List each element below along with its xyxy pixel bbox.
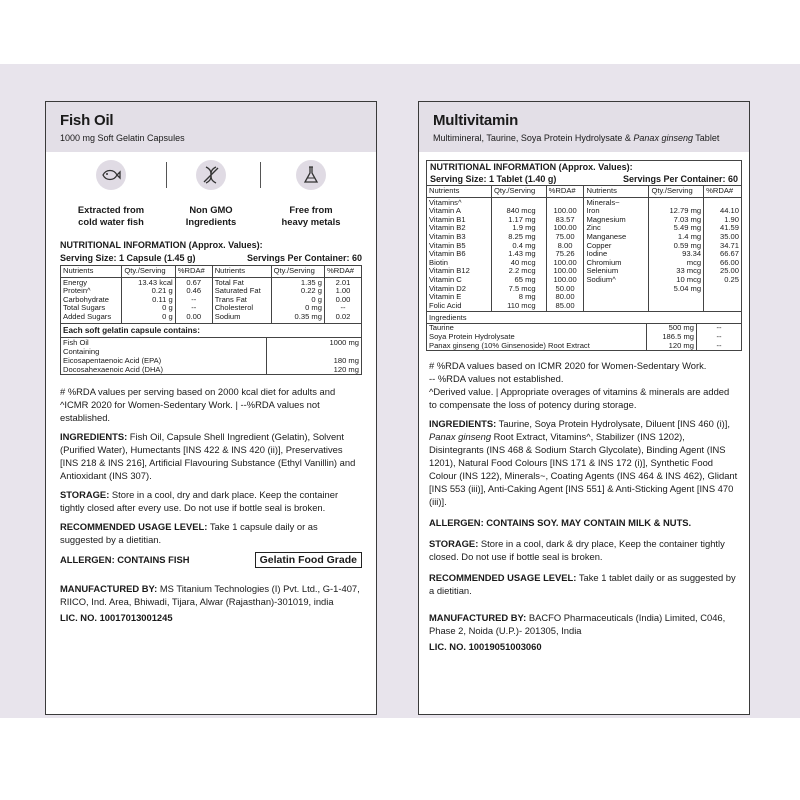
multi-usage <box>429 571 739 597</box>
mfg-text: BACFO Pharmaceuticals (India) Limited, C046, Phase 2, Noida (U.P.)- 201305, India <box>429 612 726 637</box>
storage-text: Store in a cool, dark & dry place, Keep the container tightly closed. Do not use if bottle seal is broken. <box>429 538 725 563</box>
fish-oil-title: Fish Oil <box>60 112 114 129</box>
fish-usage <box>60 520 362 546</box>
ingr-name: Soya Protein Hydrolysate <box>427 333 647 342</box>
nutrient-names: Energy Protein^ Carbohydrate Total Sugars Added Sugars <box>61 277 122 323</box>
fish-nutrition-title: NUTRITIONAL INFORMATION (Approx. Values): <box>60 240 263 250</box>
feature-gmo-line1: Non GMO <box>189 204 233 215</box>
feature-icons <box>60 152 362 228</box>
fish-rda-note: # %RDA values per serving based on 2000 kcal diet for adults and ^ICMR 2020 for Women-Sedentary Work. | --%RDA values not established. <box>60 385 336 423</box>
ingr-rda: -- <box>716 331 722 341</box>
multivitamin-panel <box>418 101 750 715</box>
cap-label: Containing <box>61 347 267 356</box>
col-header: Nutrients <box>584 186 649 198</box>
col-header: Nutrients <box>61 266 122 278</box>
cap-value: 1000 mg <box>329 337 359 347</box>
feature-gmo-line2: Ingredients <box>185 216 237 227</box>
nutrient-names: Total Fat Saturated Fat Trans Fat Cholesterol Sodium <box>212 277 271 323</box>
cap-value <box>267 347 361 356</box>
ingredients-text: Fish Oil, Capsule Shell Ingredient (Gelatin), Solvent (Purified Water), Humectants [INS 422 & INS 420 (ii)], Preservatives [INS 218 & INS 216], Artificial Flavouring Substance (Ethyl Vanillin) and Antioxidant (INS 307). <box>60 430 356 481</box>
col-header: %RDA# <box>324 266 361 278</box>
multi-rda-note: # %RDA values based on ICMR 2020 for Women-Sedentary Work. <box>429 360 707 372</box>
vitamin-rda: 100.00 83.57 100.00 75.00 8.00 75.26 100.00 100.00 100.00 50.00 80.00 85.00 <box>546 197 584 312</box>
usage-text: Take 1 tablet daily or as suggested by a dietitian. <box>429 572 736 597</box>
mineral-names: Minerals~ Iron Magnesium Zinc Manganese Copper Iodine Chromium Selenium Sodium^ <box>584 197 649 312</box>
storage-text: Store in a cool, dry and dark place. Keep the container tightly closed after every use. Do not use if bottle seal is broken. <box>60 488 339 513</box>
ingr-rda: -- <box>716 340 722 350</box>
ingredients-italic: Panax ginseng <box>429 431 492 443</box>
multi-ingredient-table <box>426 312 742 351</box>
cap-value: 180 mg <box>333 355 359 365</box>
col-header: Nutrients <box>427 186 492 198</box>
table-row <box>61 277 362 323</box>
ingr-name: Taurine <box>427 324 647 333</box>
fish-icon <box>96 160 126 190</box>
col-header: %RDA# <box>546 186 584 198</box>
capsule-contents <box>60 324 362 375</box>
multi-serving-size: Serving Size: 1 Tablet (1.40 g) <box>430 174 557 184</box>
ingredients-head: Ingredients <box>427 312 741 324</box>
mineral-rda: 44.10 1.90 41.59 35.00 34.71 66.67 66.00 25.00 0.25 <box>704 197 742 312</box>
fish-storage <box>60 488 362 514</box>
multi-servings-per-container: Servings Per Container: 60 <box>622 174 738 184</box>
table-row <box>61 365 361 374</box>
vitamin-names: Vitamins^ Vitamin A Vitamin B1 Vitamin B2 Vitamin B3 Vitamin B5 Vitamin B6 Biotin Vitamin B12 Vitamin C Vitamin D2 Vitamin E Folic Acid <box>427 197 492 312</box>
ingredients-label: INGREDIENTS: <box>429 418 497 430</box>
fish-manufacturer <box>60 582 362 608</box>
multi-manufacturer <box>429 611 739 637</box>
ingr-qty: 500 mg <box>647 324 697 333</box>
multi-rda-note-2: -- %RDA values not established. <box>429 373 564 385</box>
subtitle-part: Tablet <box>692 133 720 143</box>
usage-label: RECOMMENDED USAGE LEVEL: <box>429 572 577 584</box>
multivitamin-subtitle <box>433 133 735 143</box>
multi-storage <box>429 537 739 563</box>
ingredients-text: Root Extract, Vitamins^, Stabilizer (INS 1202), Disintegrants (INS 468 & Sodium Starch Glycolate), Binding Agent (INS 1201), Natural Food Colours [INS 171 & INS 172 (i)], Synthetic Food Colour (INS 122), Minerals~, Coating Agents (INS 464 & INS 462), Glidant [INS 553 (iii)], Anti-Caking Agent [INS 551] & Anti-Sticking Agent [INS 470 (iii)]. <box>429 431 738 508</box>
multi-license: LIC. NO. 10019051003060 <box>429 641 542 653</box>
gelatin-grade-badge: Gelatin Food Grade <box>255 552 362 568</box>
nutrient-rda: 2.01 1.00 0.00 -- 0.02 <box>324 277 361 323</box>
fish-nutrition-table <box>60 265 362 324</box>
fish-allergen: ALLERGEN: CONTAINS FISH <box>60 554 190 566</box>
fish-serving-size: Serving Size: 1 Capsule (1.45 g) <box>60 253 196 263</box>
table-row <box>61 338 361 347</box>
ingr-qty: 120 mg <box>647 342 697 351</box>
feature-metals-line1: Free from <box>289 204 333 215</box>
multi-nutrition-title: NUTRITIONAL INFORMATION (Approx. Values): <box>430 162 633 172</box>
col-header: Qty./Serving <box>271 266 324 278</box>
usage-text: Take 1 capsule daily or as suggested by a dietitian. <box>60 520 318 545</box>
col-header: %RDA# <box>175 266 212 278</box>
nutrient-rda: 0.67 0.46 -- -- 0.00 <box>175 277 212 323</box>
multi-ingredients <box>429 417 739 508</box>
vitamin-qty: 840 mcg 1.17 mg 1.9 mg 8.25 mg 0.4 mg 1.43 mg 40 mcg 2.2 mcg 65 mg 7.5 mcg 8 mg 110 mcg <box>492 197 547 312</box>
feature-non-gmo <box>168 160 254 228</box>
fish-servings-per-container: Servings Per Container: 60 <box>246 253 362 263</box>
cap-label: Docosahexaenoic Acid (DHA) <box>61 365 267 374</box>
ingr-rda: -- <box>716 323 722 333</box>
col-header: Nutrients <box>212 266 271 278</box>
fish-ingredients <box>60 430 362 482</box>
col-header: Qty./Serving <box>122 266 175 278</box>
nutrient-qty: 1.35 g 0.22 g 0 g 0 mg 0.35 mg <box>271 277 324 323</box>
cap-value: 120 mg <box>333 364 359 374</box>
table-row <box>427 197 742 312</box>
subtitle-italic: Panax ginseng <box>633 133 693 143</box>
feature-fish-line2: cold water fish <box>78 216 144 227</box>
multi-serving-info <box>430 174 738 184</box>
mineral-qty: 12.79 mg 7.03 mg 5.49 mg 1.4 mg 0.59 mg 93.34 mcg 33 mcg 10 mcg 5.04 mg <box>649 197 704 312</box>
cap-label: Eicosapentaenoic Acid (EPA) <box>61 356 267 365</box>
fish-oil-panel <box>45 101 377 715</box>
fish-license: LIC. NO. 10017013001245 <box>60 611 173 623</box>
feature-heavy-metals <box>268 160 354 228</box>
ingr-qty: 186.5 mg <box>647 333 697 342</box>
divider <box>166 162 167 188</box>
mfg-text: MS Titanium Technologies (I) Pvt. Ltd., G-1-407, RIICO, Ind. Area, Bhiwadi, Tijara, Alwar (Rajasthan)-301019, india <box>60 582 360 607</box>
multi-allergen: ALLERGEN: CONTAINS SOY. MAY CONTAIN MILK & NUTS. <box>429 517 692 529</box>
ingredients-text: Taurine, Soya Protein Hydrolysate, Diluent [INS 460 (i)], <box>496 418 730 430</box>
ingredients-label: INGREDIENTS: <box>60 430 128 442</box>
table-header-row <box>427 186 742 198</box>
storage-label: STORAGE: <box>60 488 110 500</box>
multivitamin-title: Multivitamin <box>433 112 519 129</box>
capsule-contents-title: Each soft gelatin capsule contains: <box>61 324 361 338</box>
ingr-name: Panax ginseng (10% Ginsenoside) Root Extract <box>427 342 647 351</box>
cap-label: Fish Oil <box>61 338 267 347</box>
table-header-row <box>61 266 362 278</box>
nutrient-qty: 13.43 kcal 0.21 g 0.11 g 0 g 0 g <box>122 277 175 323</box>
multi-nutrition-head <box>426 160 742 185</box>
fish-oil-subtitle: 1000 mg Soft Gelatin Capsules <box>60 133 185 143</box>
subtitle-part: Multimineral, Taurine, Soya Protein Hydrolysate & <box>433 133 634 143</box>
table-row <box>61 347 361 356</box>
mfg-label: MANUFACTURED BY: <box>60 582 158 594</box>
storage-label: STORAGE: <box>429 538 479 550</box>
fish-serving-info <box>60 253 362 263</box>
table-row <box>61 356 361 365</box>
table-row <box>427 342 741 351</box>
mfg-label: MANUFACTURED BY: <box>429 612 527 624</box>
feature-fish <box>68 160 154 228</box>
multi-nutrition-table <box>426 185 742 312</box>
feature-fish-line1: Extracted from <box>77 204 145 215</box>
usage-label: RECOMMENDED USAGE LEVEL: <box>60 520 208 532</box>
col-header: %RDA# <box>704 186 742 198</box>
feature-metals-line2: heavy metals <box>281 216 341 227</box>
col-header: Qty./Serving <box>649 186 704 198</box>
dna-icon <box>196 160 226 190</box>
divider <box>260 162 261 188</box>
multivitamin-header <box>419 102 749 152</box>
flask-icon <box>296 160 326 190</box>
multi-derived-note: ^Derived value. | Appropriate overages of vitamins & minerals are added to compensate the loss of potency during storage. <box>429 386 730 411</box>
col-header: Qty./Serving <box>492 186 547 198</box>
fish-oil-header <box>46 102 376 152</box>
fish-allergen-row <box>60 552 362 568</box>
